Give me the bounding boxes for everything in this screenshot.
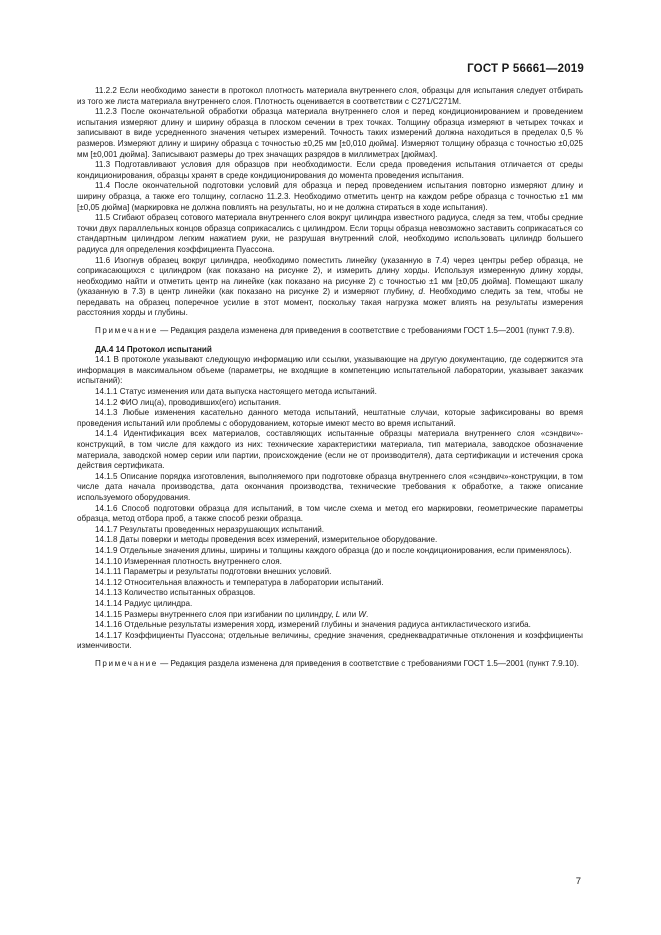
paragraph-14-1-5: 14.1.5 Описание порядка изготовления, выполняемого при подготовке образца внутреннего слоя «сэндвич»-конструкции, в том числе дата начала производства, дата окончания производства, технические требования к обработке, а также описание используемого оборудования. <box>77 471 583 502</box>
note-2 <box>77 659 583 670</box>
variable-d: d <box>418 287 423 297</box>
paragraph-14-1-17: 14.1.17 Коэффициенты Пуассона; отдельные величины, средние значения, среднеквадратичные отклонения и коэффициенты изменчивости. <box>77 630 583 651</box>
paragraph-11-3: 11.3 Подготавливают условия для образцов при необходимости. Если среда проведения испытания отличается от среды кондиционирования, образцы хранят в среде кондиционирования до момента проведения испытания. <box>77 160 583 180</box>
page-number: 7 <box>575 876 581 887</box>
section-heading: ДА.4 14 Протокол испытаний <box>95 344 212 354</box>
paragraph-14-1-7: 14.1.7 Результаты проведенных неразрушающих испытаний. <box>95 524 325 534</box>
paragraph-14-1-13: 14.1.13 Количество испытанных образцов. <box>95 588 256 598</box>
note-1 <box>77 326 583 337</box>
paragraph-14-1-3: 14.1.3 Любые изменения касательно данного метода испытаний, нештатные случаи, которые зафиксированы во время проведения испытаний или проблемы с оборудованием, которые имеют место во время испытаний. <box>77 408 583 428</box>
note-2-label: Примечание <box>95 658 158 668</box>
paragraph-14-1-15 <box>77 610 583 621</box>
paragraph-14-1-15-text-b: или <box>340 609 359 619</box>
paragraph-14-1-11: 14.1.11 Параметры и результаты подготовки внешних условий. <box>95 567 332 577</box>
paragraph-14-1-15-text-a: 14.1.15 Размеры внутреннего слоя при изгибании по цилиндру, <box>95 609 336 619</box>
paragraph-14-1-9: 14.1.9 Отдельные значения длины, ширины и толщины каждого образца (до и после кондиционирования, если применялось). <box>95 545 572 555</box>
document-header: ГОСТ Р 56661—2019 <box>467 63 584 75</box>
paragraph-11-6-text-a: 11.6 Изогнув образец вокруг цилиндра, необходимо поместить линейку (указанную в 7.4) через центры ребер образца, не соприкасающихся с цилиндром (как показано на рисунке 2), и измерить длину хорды. Используя измеренную длину хорды, необходимо найти и отметить центр на линейке (как показано на рисунке 2) с точностью ±1 мм [±0,05 дюйма]. Помещают шкалу (указанную в 7.3) в центр линейки (как показано на рисунке 2) и измеряют глубину, <box>77 255 583 297</box>
note-1-label: Примечание <box>95 326 158 336</box>
paragraph-14-1-1: 14.1.1 Статус изменения или дата выпуска настоящего метода испытаний. <box>95 387 377 397</box>
paragraph-14-1-6: 14.1.6 Способ подготовки образца для испытаний, в том числе схема и метод его маркировки, геометрические параметры образца, метод отбора проб, а также способ резки образца. <box>77 503 583 524</box>
paragraph-11-2-2: 11.2.2 Если необходимо занести в протокол плотность материала внутреннего слоя, образцы для испытания следует отбирать из того же листа материала внутреннего слоя. Плотность оценивается в соответствии с C271/C271M. <box>77 86 583 106</box>
paragraph-11-4: 11.4 После окончательной подготовки условий для образца и перед проведением испытания повторно измеряют длину и ширину образца, а также его толщину, согласно 11.2.3. Необходимо отметить центр на каждом ребре образца с точностью ±1 мм [±0,05 дюйма] (маркировка не должна повлиять на результаты, но и не должна стираться в ходе испытания). <box>77 181 583 212</box>
note-2-text: — Редакция раздела изменена для приведения в соответствие с требованиями ГОСТ 1.5—2001 (пункт 7.9.10). <box>157 658 579 668</box>
paragraph-14-1-15-text-c: . <box>366 609 369 619</box>
paragraph-11-6 <box>77 256 583 320</box>
paragraph-14-1-14: 14.1.14 Радиус цилиндра. <box>95 598 193 608</box>
note-1-text: — Редакция раздела изменена для приведения в соответствие с требованиями ГОСТ 1.5—2001 (пункт 7.9.8). <box>157 326 575 336</box>
paragraph-14-1-12: 14.1.12 Относительная влажность и температура в лаборатории испытаний. <box>95 577 384 587</box>
paragraph-11-6-text-b: . Необходимо следить за тем, чтобы не передавать на образец поперечное усилие в этот момент, поскольку такая нагрузка может влиять на результаты измерения расстояния хорды и глубины. <box>77 287 583 318</box>
paragraph-11-5: 11.5 Сгибают образец сотового материала внутреннего слоя вокруг цилиндра известного радиуса, следя за тем, чтобы средние точки двух параллельных концов образца соприкасались с цилиндром. Если торцы образца невозможно заставить соприкасаться со стандартным цилиндром легким нажатием руки, не разрушая внутренний слой, необходимо использовать цилиндр большего радиуса для определения коэффициента Пуассона. <box>77 213 583 254</box>
paragraph-14-1-8: 14.1.8 Даты поверки и методы проведения всех измерений, измерительное оборудование. <box>95 535 438 545</box>
paragraph-14-1-10: 14.1.10 Измеренная плотность внутреннего слоя. <box>95 556 282 566</box>
paragraph-14-1: 14.1 В протоколе указывают следующую информацию или ссылки, указывающие на другую документацию, где содержится эта информация в максимальном объеме (параметры, не входящие в компетенцию испытательной лаборатории, указывает заказчик испытаний): <box>77 355 583 386</box>
variable-W: W <box>358 609 366 619</box>
paragraph-11-2-3: 11.2.3 После окончательной обработки образца материала внутреннего слоя и перед кондиционированием и проведением испытания измеряют длину и ширину образца в плоском сечении в трех точках. Толщину образца измеряют в четырех точках и записывают в виде усредненного значения четырех измерений. Точность таких измерений должна находиться в пределах 0,5 % размеров. Измеряют длину и ширину образца с точностью ±0,25 мм [±0,010 дюйма]. Измеряют толщину образца с точностью ±0,025 мм [±0,001 дюйма]. Записывают размеры до трех значащих разрядов в миллиметрах [дюймах]. <box>77 107 583 159</box>
variable-L: L <box>335 609 341 619</box>
paragraph-14-1-16: 14.1.16 Отдельные результаты измерения хорд, измерений глубины и значения радиуса антикластического изгиба. <box>95 620 531 630</box>
document-body <box>77 86 583 669</box>
paragraph-14-1-4: 14.1.4 Идентификация всех материалов, составляющих испытанные образцы материала внутреннего слоя «сэндвич»-конструкций, в том числе для каждого из них: технические характеристики материала, тип материала, заводское обозначение материала, заводской номер серии или партии, происхождение (если не от производителя), дата сертификации и истечения срока действия сертификата. <box>77 429 583 471</box>
paragraph-14-1-2: 14.1.2 ФИО лиц(а), проводивших(его) испытания. <box>95 397 281 407</box>
